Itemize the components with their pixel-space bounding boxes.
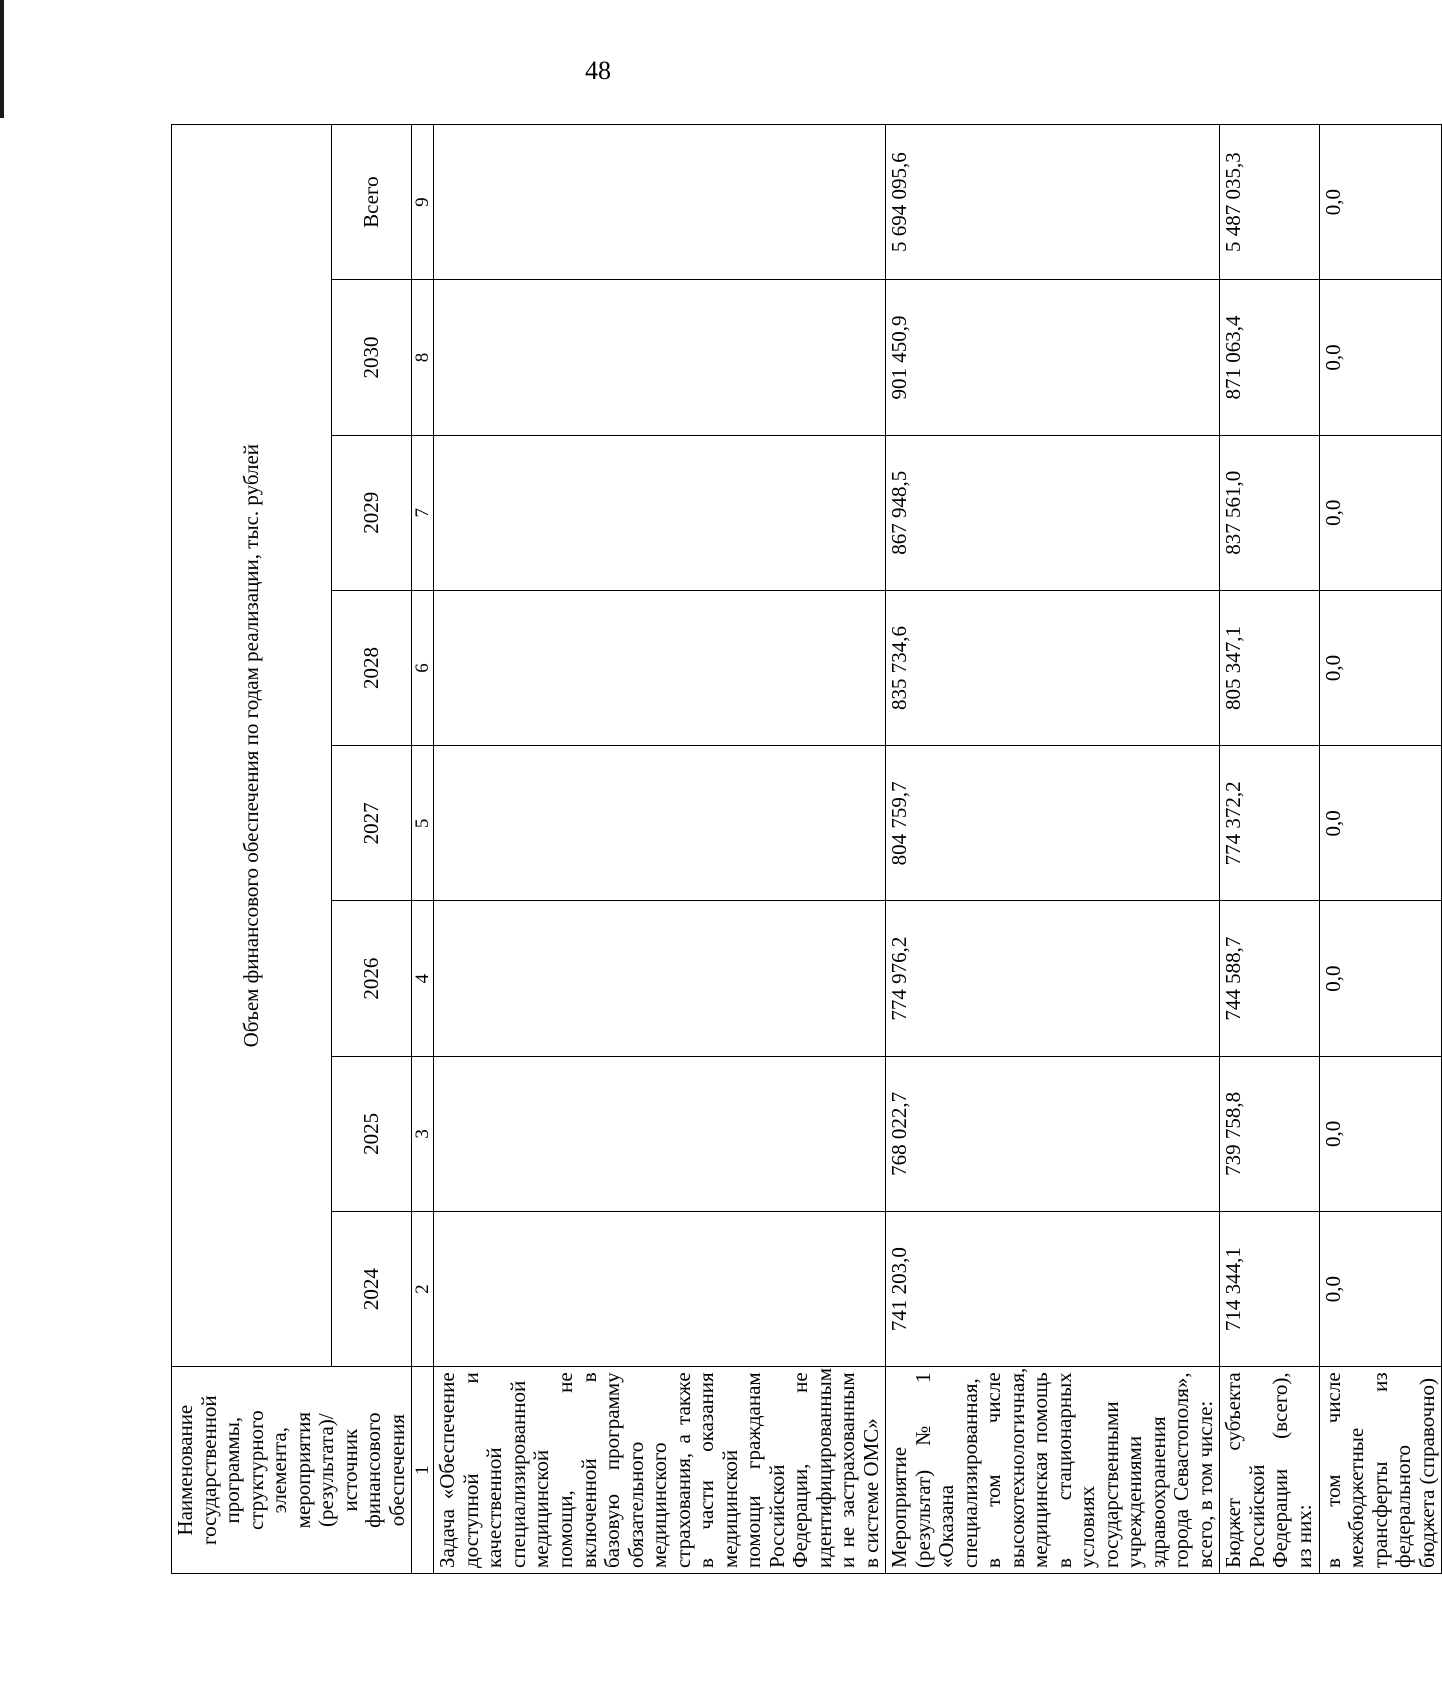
column-index: 9 <box>412 125 434 280</box>
header-year-2027: 2027 <box>332 746 412 901</box>
financing-table <box>171 124 1442 1574</box>
value-cell: 5 487 035,3 <box>1220 125 1319 280</box>
header-year-2024: 2024 <box>332 1212 412 1367</box>
value-cell <box>434 280 886 435</box>
header-total: Всего <box>332 125 412 280</box>
header-name-column: Наименование государственной программы, структурного элемента, мероприятия (результата)/источник финансового обеспечения <box>172 1367 412 1574</box>
value-cell: 805 347,1 <box>1220 590 1319 745</box>
value-cell: 774 976,2 <box>886 901 1220 1056</box>
value-cell: 0,0 <box>1319 901 1442 1056</box>
header-year-2029: 2029 <box>332 435 412 590</box>
header-financing-group: Объем финансового обеспечения по годам реализации, тыс. рублей <box>172 125 332 1367</box>
value-cell: 867 948,5 <box>886 435 1220 590</box>
value-cell: 714 344,1 <box>1220 1212 1319 1367</box>
column-index: 5 <box>412 746 434 901</box>
header-year-2028: 2028 <box>332 590 412 745</box>
header-year-2030: 2030 <box>332 280 412 435</box>
row-name: Бюджет субъекта Российской Федерации (всего), из них: <box>1220 1367 1319 1574</box>
header-year-2026: 2026 <box>332 901 412 1056</box>
column-index: 6 <box>412 590 434 745</box>
value-cell: 0,0 <box>1319 125 1442 280</box>
value-cell: 0,0 <box>1319 280 1442 435</box>
value-cell: 0,0 <box>1319 435 1442 590</box>
table-row-task <box>434 125 886 1574</box>
row-name: Мероприятие (результат) № 1 «Оказана специализированная, в том числе высокотехнологичная, медицинская помощь в стационарных условиях государственными учреждениями здравоохранения города Севастополя», всего, в том числе: <box>886 1367 1220 1574</box>
value-cell: 739 758,8 <box>1220 1056 1319 1211</box>
value-cell: 837 561,0 <box>1220 435 1319 590</box>
value-cell <box>434 435 886 590</box>
row-name: Задача «Обеспечение доступной и качественной специализированной медицинской помощи, не включенной в базовую программу обязательного медицинского страхования, а также в части оказания медицинской помощи гражданам Российской Федерации, не идентифицированным и не застрахованным в системе ОМС» <box>434 1367 886 1574</box>
value-cell: 774 372,2 <box>1220 746 1319 901</box>
value-cell: 871 063,4 <box>1220 280 1319 435</box>
value-cell: 5 694 095,6 <box>886 125 1220 280</box>
column-index: 8 <box>412 280 434 435</box>
scan-edge-mark <box>0 0 4 118</box>
table-row-event <box>886 125 1220 1574</box>
value-cell: 835 734,6 <box>886 590 1220 745</box>
value-cell: 0,0 <box>1319 1056 1442 1211</box>
table-row-budget <box>1220 125 1319 1574</box>
value-cell: 768 022,7 <box>886 1056 1220 1211</box>
value-cell <box>434 125 886 280</box>
column-index: 7 <box>412 435 434 590</box>
value-cell: 744 588,7 <box>1220 901 1319 1056</box>
financing-table-rotated <box>171 124 1439 1574</box>
column-index-row <box>412 125 434 1574</box>
column-index: 4 <box>412 901 434 1056</box>
page-number: 48 <box>585 56 611 85</box>
value-cell: 901 450,9 <box>886 280 1220 435</box>
column-index: 1 <box>412 1367 434 1574</box>
value-cell: 0,0 <box>1319 1212 1442 1367</box>
header-year-2025: 2025 <box>332 1056 412 1211</box>
column-index: 3 <box>412 1056 434 1211</box>
value-cell: 741 203,0 <box>886 1212 1220 1367</box>
row-name: в том числе межбюджетные трансферты из федерального бюджета (справочно) <box>1319 1367 1442 1574</box>
value-cell <box>434 1056 886 1211</box>
table-row-transfers <box>1319 125 1442 1574</box>
value-cell: 0,0 <box>1319 746 1442 901</box>
value-cell <box>434 1212 886 1367</box>
value-cell: 0,0 <box>1319 590 1442 745</box>
value-cell <box>434 901 886 1056</box>
value-cell <box>434 746 886 901</box>
column-index: 2 <box>412 1212 434 1367</box>
value-cell: 804 759,7 <box>886 746 1220 901</box>
value-cell <box>434 590 886 745</box>
